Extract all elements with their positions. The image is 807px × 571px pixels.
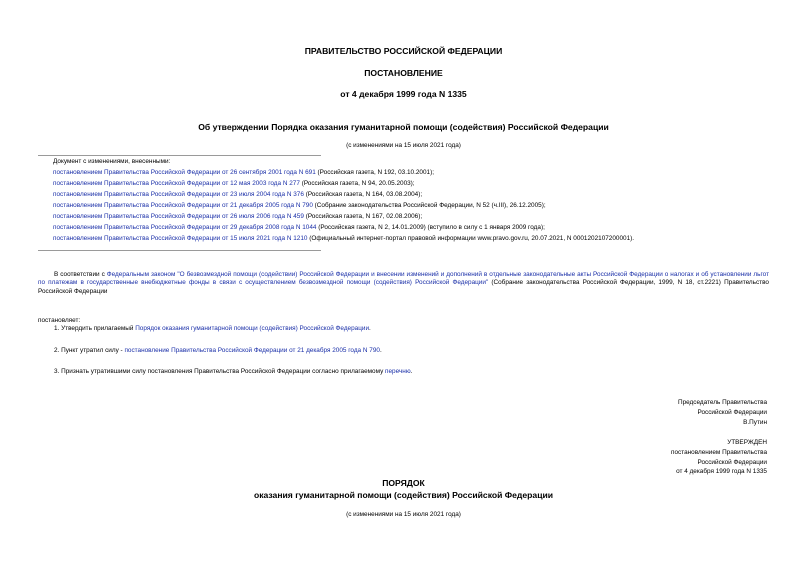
changes-intro: Документ с изменениями, внесенными: xyxy=(53,158,171,165)
change-link[interactable]: постановлением Правительства Российской Федерации от 29 декабря 2008 года N 1044 xyxy=(53,224,317,231)
document-title: Об утверждении Порядка оказания гуманитарной помощи (содействия) Российской Федерации xyxy=(198,122,609,132)
change-link[interactable]: постановлением Правительства Российской Федерации от 12 мая 2003 года N 277 xyxy=(53,180,300,187)
change-item xyxy=(53,191,422,199)
change-item xyxy=(53,202,546,210)
point-3 xyxy=(54,368,412,376)
decrees-word: постановляет: xyxy=(38,317,81,324)
doc-type-heading: ПОСТАНОВЛЕНИЕ xyxy=(364,68,443,78)
change-source: (Собрание законодательства Российской Федерации, N 52 (ч.III), 26.12.2005); xyxy=(312,202,546,209)
signature-name: В.Путин xyxy=(743,418,767,426)
point-2-text: 2. Пункт утратил силу - xyxy=(54,347,125,354)
order-link[interactable]: Порядок оказания гуманитарной помощи (содействия) Российской Федерации xyxy=(135,325,370,332)
change-item xyxy=(53,235,634,243)
change-link[interactable]: постановлением Правительства Российской Федерации от 23 июля 2004 года N 376 xyxy=(53,191,304,198)
federal-law-link[interactable]: Федеральным законом "О безвозмездной помощи (содействии) Российской Федерации и внесении изменений и дополнений в отдельные законодательные акты Российской Федерации о налогах и об установлении льгот по платежам в государственные внебюджетные фонды в связи с осуществлением безвозмездной помощи (содействия) Российской Федерации" xyxy=(38,271,769,287)
order-title: ПОРЯДОК xyxy=(382,478,425,488)
change-link[interactable]: постановлением Правительства Российской Федерации от 26 сентября 2001 года N 691 xyxy=(53,169,316,176)
change-source: (Официальный интернет-портал правовой информации www.pravo.gov.ru, 20.07.2021, N 0001202107200001). xyxy=(307,235,635,242)
list-link[interactable]: перечню xyxy=(385,368,411,375)
point-1 xyxy=(54,325,371,333)
change-link[interactable]: постановлением Правительства Российской Федерации от 15 июля 2021 года N 1210 xyxy=(53,235,308,242)
signature-position: Председатель Правительства xyxy=(678,399,767,406)
change-link[interactable]: постановлением Правительства Российской Федерации от 21 декабря 2005 года N 790 xyxy=(53,202,313,209)
decree-790-link[interactable]: постановление Правительства Российской Федерации от 21 декабря 2005 года N 790 xyxy=(124,347,380,354)
preamble-paragraph xyxy=(38,271,769,296)
date-number-heading: от 4 декабря 1999 года N 1335 xyxy=(340,89,467,99)
government-heading: ПРАВИТЕЛЬСТВО РОССИЙСКОЙ ФЕДЕРАЦИИ xyxy=(304,46,503,56)
signature-org: Российской Федерации xyxy=(697,408,767,416)
amended-note: (с изменениями на 15 июля 2021 года) xyxy=(346,142,461,149)
changes-bottom-separator xyxy=(38,250,321,251)
point-2-end: . xyxy=(379,347,382,354)
point-2 xyxy=(54,347,382,355)
change-source: (Российская газета, N 2, 14.01.2009) (вступило в силу с 1 января 2009 года); xyxy=(316,224,545,231)
approval-by: постановлением Правительства xyxy=(671,448,767,456)
change-item xyxy=(53,224,545,232)
change-source: (Российская газета, N 94, 20.05.2003); xyxy=(299,180,415,187)
point-1-text: 1. Утвердить прилагаемый xyxy=(54,325,136,332)
change-source: (Российская газета, N 164, 03.08.2004); xyxy=(303,191,423,198)
approval-org: Российской Федерации xyxy=(697,458,767,466)
point-3-end: . xyxy=(410,368,413,375)
preamble-end: (Собрание законодательства Российской Федерации, 1999, N 18, ст.2221) Правительство Российской Федерации xyxy=(38,279,769,295)
approval-block xyxy=(671,438,767,477)
change-item xyxy=(53,169,434,177)
preamble-start: В соответствии с xyxy=(54,271,107,278)
change-item xyxy=(53,213,422,221)
approval-date: от 4 декабря 1999 года N 1335 xyxy=(676,468,767,476)
order-subtitle: оказания гуманитарной помощи (содействия) Российской Федерации xyxy=(253,490,554,500)
change-link[interactable]: постановлением Правительства Российской Федерации от 26 июля 2006 года N 459 xyxy=(53,213,304,220)
order-amended-note: (с изменениями на 15 июля 2021 года) xyxy=(346,511,461,518)
change-source: (Российская газета, N 167, 02.08.2006); xyxy=(303,213,423,220)
approval-word: УТВЕРЖДЕН xyxy=(727,439,767,446)
point-3-text: 3. Признать утратившими силу постановления Правительства Российской Федерации согласно прилагаемому xyxy=(54,368,386,375)
changes-top-separator xyxy=(38,155,321,156)
signature-block xyxy=(678,398,767,427)
change-source: (Российская газета, N 192, 03.10.2001); xyxy=(315,169,434,176)
change-item xyxy=(53,180,415,188)
point-1-end: . xyxy=(369,325,371,332)
